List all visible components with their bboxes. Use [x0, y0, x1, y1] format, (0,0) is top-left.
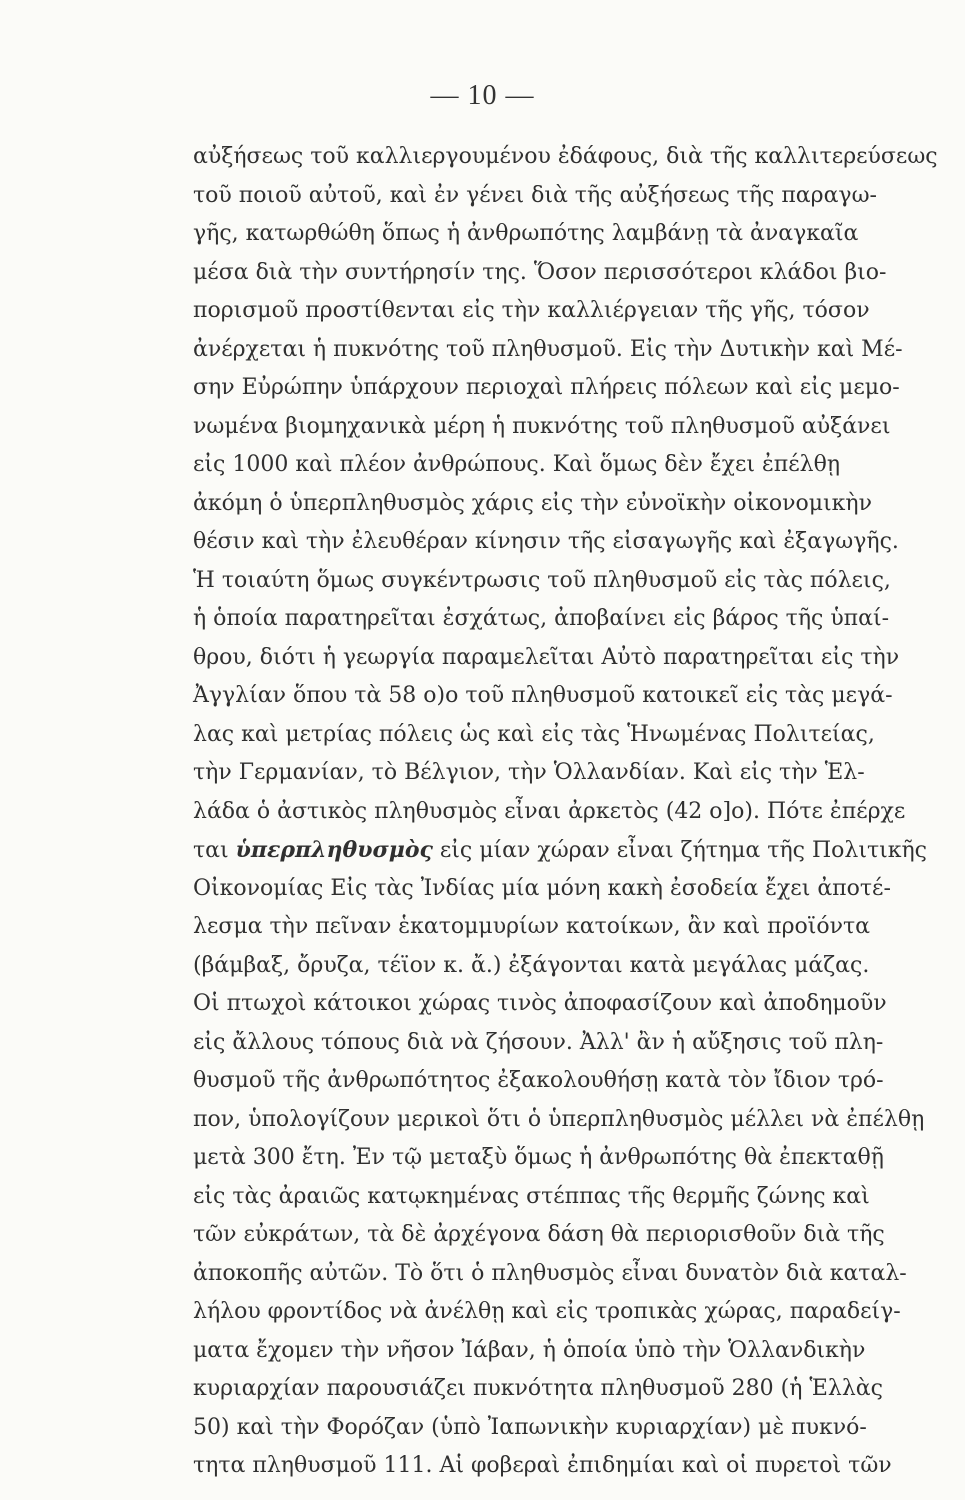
text-line: νωμένα βιομηχανικὰ μέρη ἡ πυκνότης τοῦ πληθυσμοῦ αὐξάνει: [193, 413, 891, 439]
page-number: — 10 —: [430, 80, 535, 111]
text-line: (βάμβαξ, ὄρυζα, τέϊον κ. ἄ.) ἐξάγονται κατὰ μεγάλας μάζας.: [193, 952, 870, 978]
text-line: ματα ἔχομεν τὴν νῆσον Ἰάβαν, ἡ ὁποία ὑπὸ τὴν Ὁλλανδικὴν: [193, 1337, 866, 1363]
text-line: λας καὶ μετρίας πόλεις ὡς καὶ εἰς τὰς Ἡνωμένας Πολιτείας,: [193, 721, 875, 747]
text-line: λάδα ὁ ἀστικὸς πληθυσμὸς εἶναι ἀρκετὸς (42 ο]ο). Πότε ἐπέρχε: [193, 798, 906, 824]
text-line: θυσμοῦ τῆς ἀνθρωπότητος ἐξακολουθήσῃ κατὰ τὸν ἴδιον τρό-: [193, 1068, 884, 1093]
text-line: ἀκόμη ὁ ὑπερπληθυσμὸς χάρις εἰς τὴν εὐνοϊκὴν οἰκονομικὴν: [193, 490, 872, 516]
text-line: ται ὑπερπληθυσμὸς εἰς μίαν χώραν εἶναι ζήτημα τῆς Πολιτικῆς: [193, 837, 927, 863]
text-line: λήλου φροντίδος νὰ ἀνέλθῃ καὶ εἰς τροπικὰς χώρας, παραδείγ-: [193, 1299, 901, 1324]
text-line: Ἀγγλίαν ὅπου τὰ 58 ο)ο τοῦ πληθυσμοῦ κατοικεῖ εἰς τὰς μεγά-: [193, 683, 893, 708]
text-line: κυριαρχίαν παρουσιάζει πυκνότητα πληθυσμοῦ 280 (ἡ Ἑλλὰς: [193, 1376, 883, 1401]
text-line: πον, ὑπολογίζουν μερικοὶ ὅτι ὁ ὑπερπληθυσμὸς μέλλει νὰ ἐπέλθῃ: [193, 1106, 925, 1132]
text-line: τητα πληθυσμοῦ 111. Αἱ φοβεραὶ ἐπιδημίαι καὶ οἱ πυρετοὶ τῶν: [193, 1453, 892, 1478]
text-line: ἀνέρχεται ἡ πυκνότης τοῦ πληθυσμοῦ. Εἰς τὴν Δυτικὴν καὶ Μέ-: [193, 336, 903, 362]
text-line: Ἡ τοιαύτη ὅμως συγκέντρωσις τοῦ πληθυσμοῦ εἰς τὰς πόλεις,: [193, 567, 891, 593]
text-line: γῆς, κατωρθώθη ὅπως ἡ ἀνθρωπότης λαμβάνῃ τὰ ἀναγκαῖα: [193, 221, 859, 246]
text-line: αὐξήσεως τοῦ καλλιεργουμένου ἐδάφους, διὰ τῆς καλλιτερεύσεως: [193, 144, 938, 169]
text-line: Οἰκονομίας Εἰς τὰς Ἰνδίας μία μόνη κακὴ ἐσοδεία ἔχει ἀποτέ-: [193, 875, 891, 901]
text-line: εἰς 1000 καὶ πλέον ἀνθρώπους. Καὶ ὅμως δὲν ἔχει ἐπέλθῃ: [193, 452, 841, 477]
text-line: 50) καὶ τὴν Φορόζαν (ὑπὸ Ἰαπωνικὴν κυριαρχίαν) μὲ πυκνό-: [193, 1414, 867, 1440]
text-line: θέσιν καὶ τὴν ἐλευθέραν κίνησιν τῆς εἰσαγωγῆς καὶ ἐξαγωγῆς.: [193, 529, 899, 554]
text-line: τὴν Γερμανίαν, τὸ Βέλγιον, τὴν Ὁλλανδίαν. Καὶ εἰς τὴν Ἑλ-: [193, 760, 865, 785]
text-line: πορισμοῦ προστίθενται εἰς τὴν καλλιέργειαν τῆς γῆς, τόσον: [193, 298, 870, 323]
text-line: εἰς ἄλλους τόπους διὰ νὰ ζήσουν. Ἀλλ' ἂν ἡ αὔξησις τοῦ πλη-: [193, 1029, 884, 1055]
body-text: [193, 138, 963, 1486]
text-line: λεσμα τὴν πεῖναν ἑκατομμυρίων κατοίκων, ἂν καὶ προϊόντα: [193, 914, 871, 939]
text-line: σην Εὐρώπην ὑπάρχουν περιοχαὶ πλήρεις πόλεων καὶ εἰς μεμο-: [193, 375, 900, 400]
emphasized-term: ὑπερπληθυσμὸς: [235, 837, 433, 863]
text-line: ἀποκοπῆς αὐτῶν. Τὸ ὅτι ὁ πληθυσμὸς εἶναι δυνατὸν διὰ καταλ-: [193, 1260, 907, 1286]
text-line: τῶν εὐκράτων, τὰ δὲ ἀρχέγονα δάση θὰ περιορισθοῦν διὰ τῆς: [193, 1222, 885, 1247]
text-line: ἡ ὁποία παρατηρεῖται ἐσχάτως, ἀποβαίνει εἰς βάρος τῆς ὑπαί-: [193, 606, 890, 631]
text-line: τοῦ ποιοῦ αὐτοῦ, καὶ ἐν γένει διὰ τῆς αὐξήσεως τῆς παραγω-: [193, 182, 877, 208]
text-line: μετὰ 300 ἔτη. Ἐν τῷ μεταξὺ ὅμως ἡ ἀνθρωπότης θὰ ἐπεκταθῇ: [193, 1145, 884, 1170]
text-line: Οἱ πτωχοὶ κάτοικοι χώρας τινὸς ἀποφασίζουν καὶ ἀποδημοῦν: [193, 991, 887, 1016]
text-line: εἰς τὰς ἀραιῶς κατῳκημένας στέππας τῆς θερμῆς ζώνης καὶ: [193, 1183, 870, 1209]
text-line: θρου, διότι ἡ γεωργία παραμελεῖται Αὐτὸ παρατηρεῖται εἰς τὴν: [193, 644, 900, 670]
text-line: μέσα διὰ τὴν συντήρησίν της. Ὅσον περισσότεροι κλάδοι βιο-: [193, 259, 887, 285]
